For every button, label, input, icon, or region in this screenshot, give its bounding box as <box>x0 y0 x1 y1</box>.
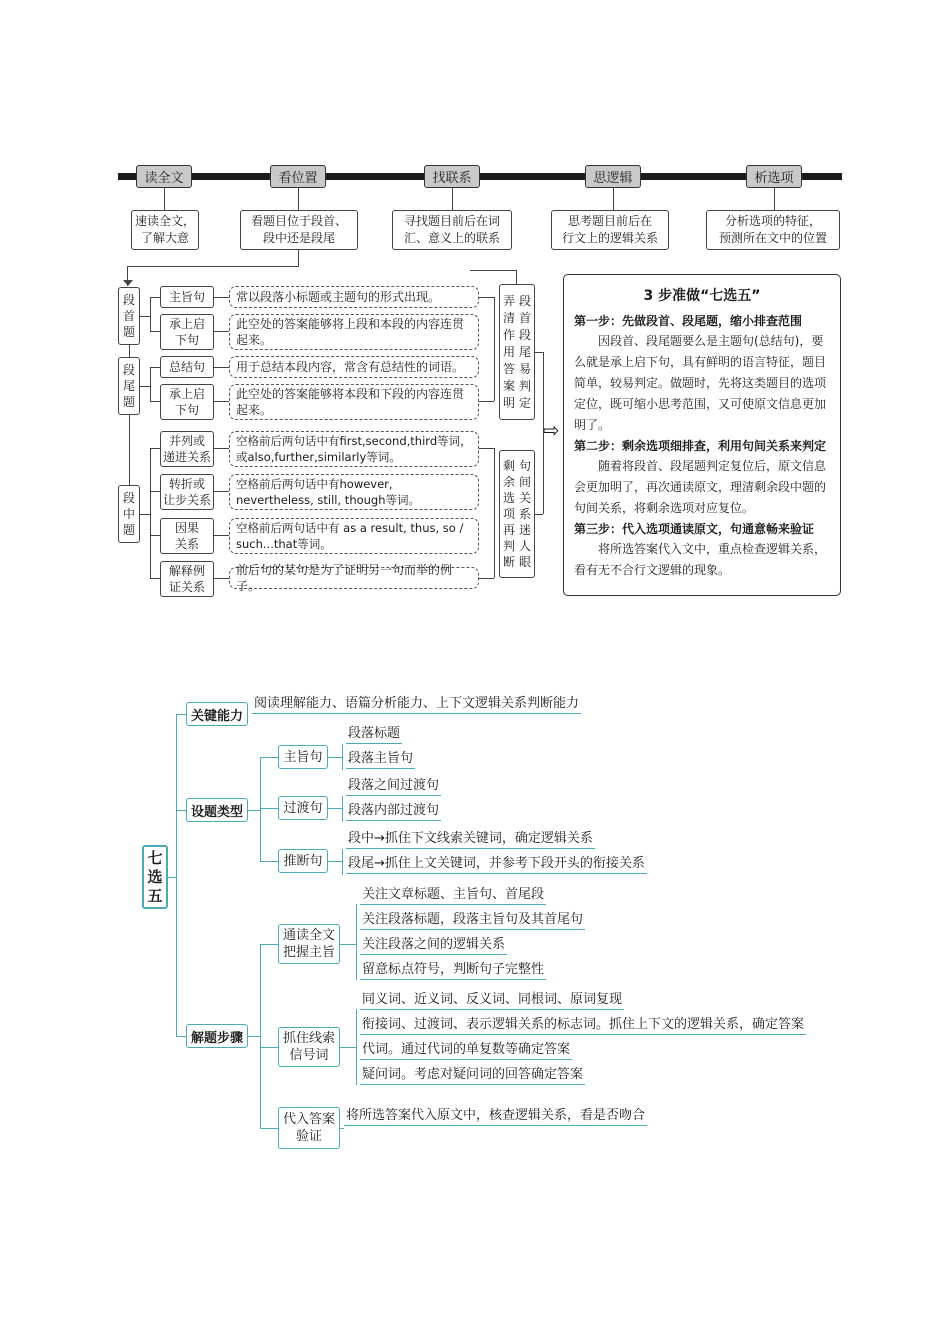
tip-middle <box>499 450 535 578</box>
category-paragraph-end: 段 尾 题 <box>118 357 140 415</box>
connector <box>150 491 160 492</box>
node-question-types: 设题类型 <box>186 798 248 822</box>
connector <box>260 944 261 1128</box>
desc-transition-end: 此空处的答案能够将本段和下段的内容连贯起来。 <box>229 384 479 420</box>
connector <box>260 1128 278 1129</box>
connector <box>214 297 229 298</box>
mindmap-root: 七 选 五 <box>142 845 168 909</box>
label-example: 解释例 证关系 <box>160 561 214 597</box>
connector <box>214 535 229 536</box>
connector <box>328 757 342 758</box>
tip-middle-col1: 句 间 关 系 迷 人 眼 <box>518 459 531 569</box>
tip-start-end <box>499 284 535 420</box>
method-step3-head: 第三步：代入选项通读原文，句通意畅来验证 <box>574 522 815 536</box>
connector <box>150 367 160 368</box>
connector <box>470 270 517 271</box>
connector <box>479 297 494 298</box>
connector <box>150 297 160 298</box>
connector <box>260 757 261 861</box>
label-summary-sentence: 总结句 <box>160 356 214 378</box>
connector <box>150 535 160 536</box>
connector <box>150 448 151 578</box>
desc-summary-sentence: 用于总结本段内容，常含有总结性的词语。 <box>229 356 479 378</box>
connector <box>342 744 343 770</box>
tip-start-end-col2: 弄 清 作 用 答 案 明 <box>502 293 515 410</box>
leaf-end-inference: 段尾→抓住上文关键词，并参考下段开头的衔接关系 <box>346 854 647 874</box>
connector <box>260 861 278 862</box>
connector <box>129 345 130 357</box>
desc-contrast: 空格前后两句话中有however, nevertheless, still, though等词。 <box>229 474 479 510</box>
node-transition: 过渡句 <box>278 796 328 820</box>
leaf-clue-3: 代词。通过代词的单复数等确定答案 <box>360 1040 572 1060</box>
node-read-through: 通读全文 把握主旨 <box>278 924 340 964</box>
connector <box>214 367 229 368</box>
connector <box>150 367 151 401</box>
connector <box>340 944 356 945</box>
label-contrast: 转折或 让步关系 <box>160 474 214 510</box>
connector <box>340 1128 344 1129</box>
connector <box>298 250 299 266</box>
connector <box>494 448 495 578</box>
connector <box>774 188 775 210</box>
connector <box>140 316 150 317</box>
node-solving-steps: 解题步骤 <box>186 1024 248 1048</box>
leaf-clue-1: 同义词、近义词、反义词、同根词、原词复现 <box>360 990 624 1010</box>
connector <box>340 1047 356 1048</box>
connector <box>150 401 160 402</box>
timeline-bar <box>118 173 842 180</box>
leaf-clue-4: 疑问词。考虑对疑问词的回答确定答案 <box>360 1065 585 1085</box>
connector <box>260 757 278 758</box>
desc-topic-sentence: 常以段落小标题或主题句的形式出现。 <box>229 286 479 308</box>
connector <box>176 1036 186 1037</box>
node-verify: 代入答案 验证 <box>278 1107 340 1149</box>
method-title: 3 步准做“七选五” <box>643 288 761 304</box>
connector <box>214 331 229 332</box>
connector <box>150 448 160 449</box>
leaf-paragraph-title: 段落标题 <box>346 724 402 744</box>
method-step1-body: 因段首、段尾题要么是主题句(总结句)，要么就是承上启下句，具有鲜明的语言特征，题目简单，较易判定。做题时，先将这类题目的选项定位，既可缩小思考范围，又可使原文信息更加明了。 <box>574 334 827 432</box>
connector <box>494 297 495 401</box>
node-inference: 推断句 <box>278 849 328 873</box>
connector <box>260 944 278 945</box>
connector <box>176 714 186 715</box>
method-step2-body: 随着将段首、段尾题判定复位后，原文信息会更加明了，再次通读原文，理清剩余段中题的句间关系，将剩余选项对应复位。 <box>574 459 827 515</box>
connector <box>140 386 150 387</box>
method-step2-head: 第二步：剩余选项细排查，利用句间关系来判定 <box>574 439 827 453</box>
step-think-logic: 思逻辑 <box>585 165 641 188</box>
connector <box>613 188 614 210</box>
connector <box>535 352 543 353</box>
connector <box>516 270 517 284</box>
node-topic-sentence: 主旨句 <box>278 745 328 769</box>
connector <box>342 796 343 822</box>
connector <box>452 188 453 210</box>
leaf-read-3: 关注段落之间的逻辑关系 <box>360 935 507 955</box>
connector <box>176 714 177 1037</box>
connector <box>140 514 150 515</box>
node-key-ability: 关键能力 <box>186 702 248 726</box>
connector <box>214 448 229 449</box>
arrow-down-icon <box>123 280 133 286</box>
connector <box>328 861 342 862</box>
connector <box>260 1047 278 1048</box>
leaf-within-paragraph: 段落内部过渡句 <box>346 801 441 821</box>
tip-start-end-col1: 段 首 段 尾 易 判 定 <box>518 293 531 410</box>
connector <box>150 297 151 331</box>
step-desc-3: 寻找题目前后在词 汇、意义上的联系 <box>392 210 512 250</box>
leaf-clue-2: 衔接词、过渡词、表示逻辑关系的标志词。抓住上下文的逻辑关系，确定答案 <box>360 1015 806 1035</box>
connector <box>129 415 130 485</box>
step-check-position: 看位置 <box>270 165 326 188</box>
connector <box>328 808 342 809</box>
leaf-read-4: 留意标点符号，判断句子完整性 <box>360 960 546 980</box>
leaf-middle-inference: 段中→抓住下文线索关键词，确定逻辑关系 <box>346 829 595 849</box>
method-step1-head: 第一步：先做段首、段尾题，缩小排查范围 <box>574 314 803 328</box>
connector <box>260 808 278 809</box>
connector <box>248 1036 260 1037</box>
leaf-read-2: 关注段落标题，段落主旨句及其首尾句 <box>360 910 585 930</box>
leaf-read-1: 关注文章标题、主旨句、首尾段 <box>360 885 546 905</box>
node-clue-words: 抓住线索 信号词 <box>278 1027 340 1067</box>
step-desc-5: 分析选项的特征， 预测所在文中的位置 <box>706 210 840 250</box>
connector <box>298 188 299 210</box>
connector <box>150 578 160 579</box>
connector <box>479 448 494 449</box>
leaf-verify: 将所选答案代入原文中，核查逻辑关系，看是否吻合 <box>344 1106 647 1126</box>
connector <box>214 491 229 492</box>
connector <box>164 188 165 210</box>
label-cause-effect: 因果 关系 <box>160 518 214 554</box>
connector <box>535 514 543 515</box>
connector <box>214 578 229 579</box>
desc-transition-start: 此空处的答案能够将上段和本段的内容连贯起来。 <box>229 314 479 350</box>
label-transition-end: 承上启 下句 <box>160 384 214 420</box>
step-find-links: 找联系 <box>424 165 480 188</box>
step-analyze-options: 析选项 <box>746 165 802 188</box>
method-box <box>563 274 841 596</box>
tip-middle-col2: 剩 余 选 项 再 判 断 <box>502 459 515 569</box>
connector <box>168 877 176 878</box>
label-parallel: 并列或 递进关系 <box>160 431 214 467</box>
desc-parallel: 空格前后两句话中有first,second,third等词，或also,further,similarly等词。 <box>229 431 479 467</box>
step-desc-4: 思考题目前后在 行文上的逻辑关系 <box>551 210 669 250</box>
label-transition-start: 承上启 下句 <box>160 314 214 350</box>
step-desc-1: 速读全文， 了解大意 <box>131 210 199 250</box>
connector <box>479 578 494 579</box>
connector <box>214 401 229 402</box>
connector <box>479 401 494 402</box>
connector <box>176 810 186 811</box>
step-read-full-text: 读全文 <box>136 165 192 188</box>
connector <box>342 849 343 875</box>
desc-example: 前后句的某句是为了证明另一句而举的例子。 <box>229 567 479 589</box>
category-paragraph-middle: 段 中 题 <box>118 485 140 543</box>
leaf-between-paragraphs: 段落之间过渡句 <box>346 776 441 796</box>
connector <box>150 331 160 332</box>
step-desc-2: 看题目位于段首、 段中还是段尾 <box>240 210 358 250</box>
connector <box>248 810 260 811</box>
connector <box>356 1009 357 1085</box>
category-paragraph-start: 段 首 题 <box>118 287 140 345</box>
method-step3-body: 将所选答案代入文中，重点检查逻辑关系，看有无不合行文逻辑的现象。 <box>574 542 827 577</box>
arrow-right-icon: ⇨ <box>543 418 560 442</box>
desc-cause-effect: 空格前后两句话中有 as a result, thus, so / such...that等词。 <box>229 518 479 554</box>
leaf-paragraph-topic: 段落主旨句 <box>346 749 415 769</box>
leaf-key-ability: 阅读理解能力、语篇分析能力、上下文逻辑关系判断能力 <box>252 694 581 714</box>
connector <box>356 904 357 980</box>
connector <box>127 266 299 267</box>
label-topic-sentence: 主旨句 <box>160 286 214 308</box>
